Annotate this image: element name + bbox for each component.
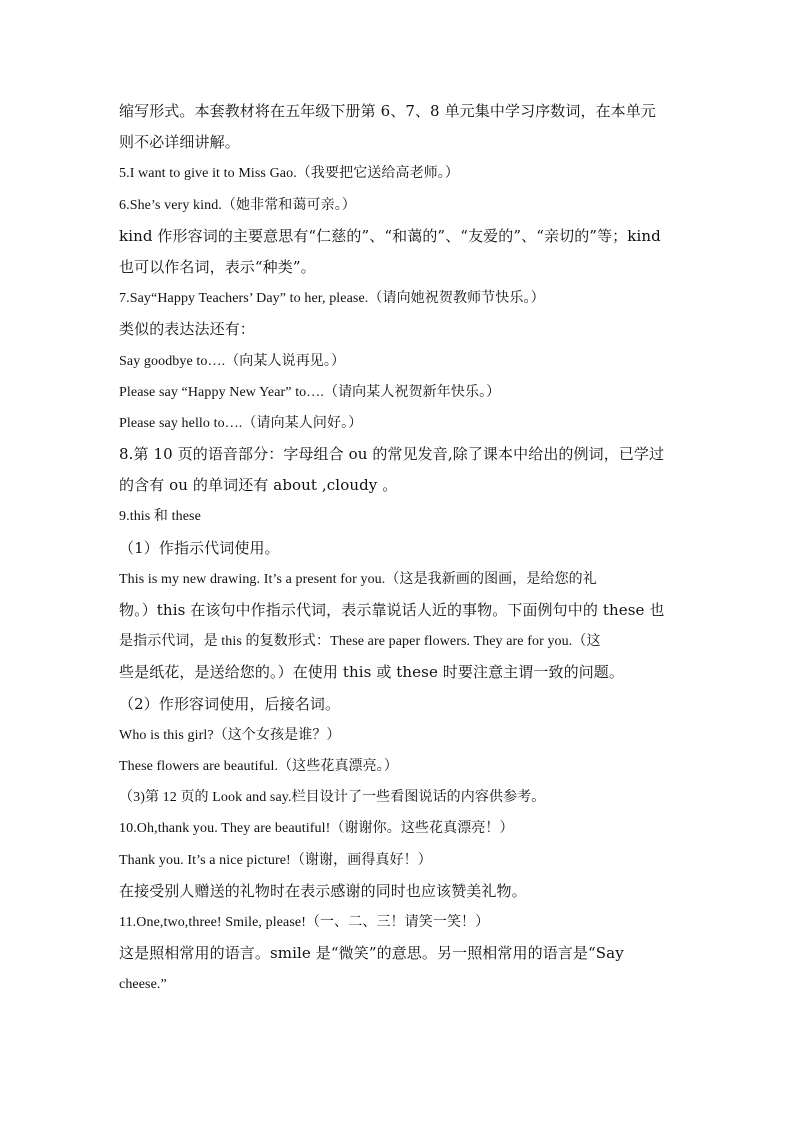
text-line: （1）作指示代词使用。	[119, 538, 280, 557]
text-line: Say goodbye to….（向某人说再见。）	[119, 353, 346, 369]
text-line: 这是照相常用的语言。smile 是“微笑”的意思。另一照相常用的语言是“Say	[119, 944, 624, 963]
text-line: Please say “Happy New Year” to….（请向某人祝贺新年快乐。）	[119, 384, 501, 400]
text-line: 类似的表达法还有：	[119, 320, 255, 339]
text-line: 7.Say“Happy Teachers’ Day” to her, please.（请向她祝贺教师节快乐。）	[119, 291, 545, 307]
text-line: 9.this 和 these	[119, 509, 201, 525]
text-line: 缩写形式。本套教材将在五年级下册第 6、7、8 单元集中学习序数词，在本单元	[119, 102, 656, 120]
text-line: Who is this girl?（这个女孩是谁？）	[119, 727, 341, 743]
text-line: 8.第 10 页的语音部分：字母组合 ou 的常见发音,除了课本中给出的例词，已学过	[119, 445, 665, 464]
text-line: 6.She’s very kind.（她非常和蔼可亲。）	[119, 197, 356, 213]
text-line: 是指示代词，是 this 的复数形式：These are paper flowers. They are for you.（这	[119, 634, 601, 650]
text-line: 些是纸花，是送给您的。）在使用 this 或 these 时要注意主谓一致的问题。	[119, 663, 624, 682]
text-line: This is my new drawing. It’s a present for you.（这是我新画的图画，是给您的礼	[119, 571, 597, 587]
text-line: 也可以作名词，表示“种类”。	[119, 257, 316, 276]
text-line: 10.Oh,thank you. They are beautiful!（谢谢你。这些花真漂亮！）	[119, 821, 514, 837]
text-line: （2）作形容词使用，后接名词。	[119, 694, 341, 713]
text-line: 则不必详细讲解。	[119, 133, 240, 152]
text-line: 物。）this 在该句中作指示代词，表示靠说话人近的事物。下面例句中的 these 也	[119, 601, 665, 619]
text-line: 在接受别人赠送的礼物时在表示感谢的同时也应该赞美礼物。	[119, 881, 527, 900]
text-line: cheese.”	[119, 977, 167, 993]
text-line: 5.I want to give it to Miss Gao.（我要把它送给高老师。）	[119, 166, 459, 182]
text-line: Thank you. It’s a nice picture!（谢谢，画得真好！）	[119, 852, 432, 868]
text-line: （3)第 12 页的 Look and say.栏目设计了一些看图说话的内容供参考。	[119, 790, 546, 806]
text-line: 11.One,two,three! Smile, please!（一、二、三！请笑一笑！）	[119, 914, 490, 930]
text-line: kind 作形容词的主要意思有“仁慈的”、“和蔼的”、“友爱的”、“亲切的”等；kind	[119, 226, 661, 245]
document-body	[119, 96, 679, 1000]
text-line: These flowers are beautiful.（这些花真漂亮。）	[119, 758, 398, 774]
text-line: Please say hello to….（请向某人问好。）	[119, 415, 363, 431]
text-line: 的含有 ou 的单词还有 about ,cloudy 。	[119, 476, 398, 495]
